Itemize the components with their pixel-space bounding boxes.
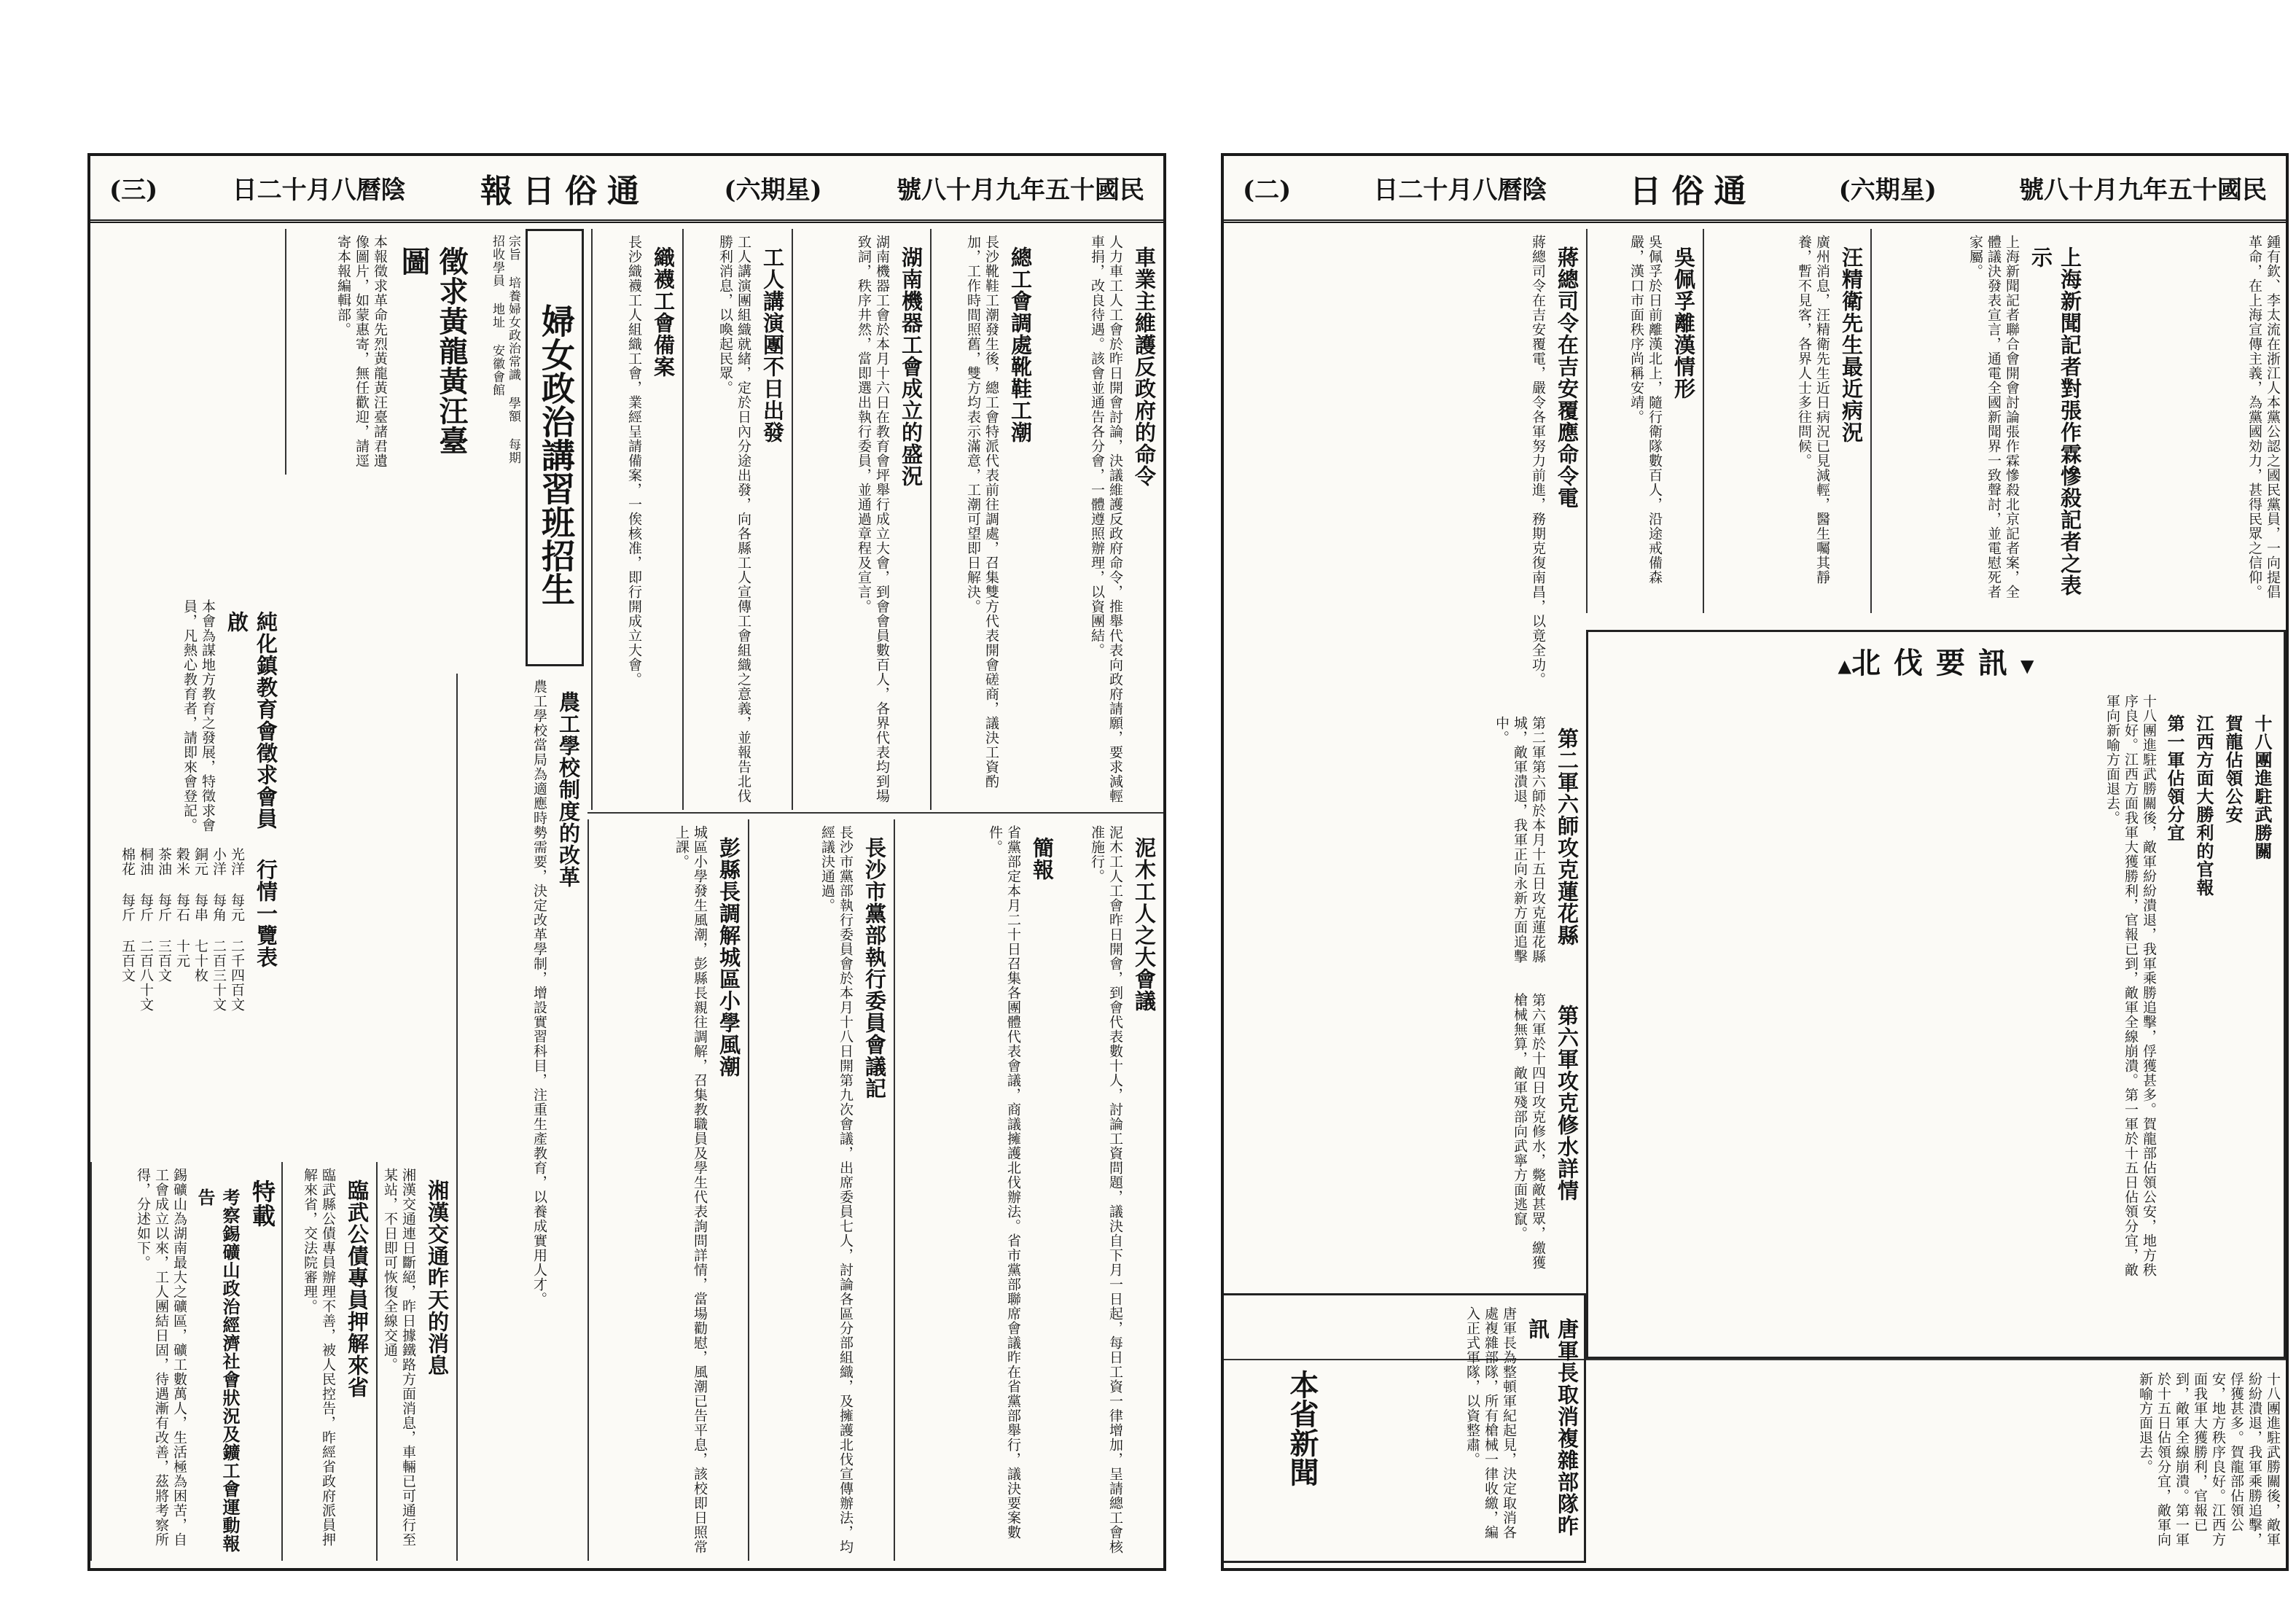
article-heading: 唐軍長取消複雜部隊昨訊	[1526, 1318, 1580, 1537]
article-heading: 農工學校制度的改革	[556, 691, 581, 888]
newspaper-page-3	[87, 153, 1166, 1571]
newspaper-title: 報日俗通	[480, 172, 649, 210]
northern-news-title	[1601, 640, 2271, 682]
article-tang-cancel	[1331, 1301, 1586, 1558]
article-car-workers	[1039, 229, 1163, 810]
article-general-union	[930, 229, 1039, 810]
market-prices	[88, 841, 285, 1131]
article-body: 湘漢交通連日斷絕，昨日據鐵路方面消息，車輛已可通行至某站，不日即可恢復全線交通。	[382, 1168, 416, 1547]
article-body: 湖南機器工會於本月十六日在教育會坪舉行成立大會，到會會員數百人，各界代表均到場致詞，秩序井然，當即選出執行委員，並通過章程及宣言。	[856, 235, 890, 803]
article-mudworkers	[1061, 819, 1163, 1561]
article-heading: 考察錫礦山政治經濟社會狀況及鑛工會運動報告	[195, 1188, 241, 1553]
article-traffic-news	[376, 1162, 456, 1561]
special-banner: 特載	[249, 1180, 276, 1228]
article-workers-troupe	[682, 229, 792, 810]
article-body: 工人講演團組織就緒，定於日內分途出發，向各縣工人宣傳工會組織之意義，並報告北伐勝利消息，以喚起民眾。	[717, 235, 751, 803]
article-wu-peifu	[1586, 229, 1703, 613]
article-body: 十八團進駐武勝關後，敵軍紛紛潰退，我軍乘勝追擊，俘獲甚多。賀龍部佔領公安，地方秩序良好。江西方面我軍大獲勝利，官報已到，敵軍全線崩潰。第一軍於十五日佔領分宜，敵軍向新喻方面退去。	[2137, 1372, 2281, 1547]
article-party-meeting	[748, 819, 894, 1561]
article-body: 蔣總司令在吉安覆電，嚴令各軍努力前進，務期克復南昌，以竟全功。	[1530, 235, 1546, 687]
article-school-dispute	[587, 819, 748, 1561]
notice-heading: 徵求黃龍黃汪臺圖	[397, 246, 469, 456]
article-heading: 車業主維護反政府的命令	[1132, 246, 1157, 487]
article-heading: 湘漢交通昨天的消息	[425, 1180, 450, 1376]
article-body: 上海新聞記者聯合會開會討論張作霖慘殺北京記者案，全體議決發表宣言，通電全國新聞界一致聲討，並電慰死者家屬。	[1967, 235, 2020, 599]
notice-heading: 純化鎮教育會徵求會員啟	[224, 611, 278, 830]
article-body: 吳佩孚於日前離漢北上，隨行衛隊數百人，沿途戒備森嚴，漢口市面秩序尚稱安靖。	[1628, 235, 1663, 585]
article-weaving-union	[591, 229, 682, 810]
article-sixth-division	[1222, 710, 1586, 970]
article-heading: 汪精衛先生最近病況	[1839, 246, 1864, 443]
divider	[587, 812, 1163, 814]
article-heading: 第六軍攻克修水詳情	[1555, 1005, 1580, 1201]
triangle-up-icon: ▲	[1838, 655, 1851, 677]
article-briefs	[894, 819, 1061, 1561]
news-body: 十八團進駐武勝關後，敵軍紛紛潰退，我軍乘勝追擊，俘獲甚多。賀龍部佔領公安，地方秩序良好。江西方面我軍大獲勝利，官報已到，敵軍全線崩潰。第一軍於十五日佔領分宜，敵軍向新喻方面退去。	[2104, 694, 2157, 1277]
article-wang-illness	[1703, 229, 1870, 613]
article-body: 城區小學發生風潮，彭縣長親往調解，召集教職員及學生代表詢問詳情，當場勸慰，風潮已告平息，該校即日照常上課。	[673, 825, 708, 1554]
special-report	[90, 1162, 281, 1561]
article-heading: 吳佩孚離漢情形	[1671, 246, 1696, 399]
newspaper-title: 日俗通	[1629, 172, 1757, 210]
news-item-4: 第一軍佔領分宜	[2164, 714, 2185, 842]
article-body: 農工學校當局為適應時勢需要，決定改革學制，增設實習科目，注重生產教育，以養成實用人才。	[531, 679, 547, 1306]
article-machinery-union	[792, 229, 930, 810]
article-body: 人力車工人工會於昨日開會討論，決議維護反政府命令，推舉代表向政府請願，要求減輕車捐，改良待遇。該會並通告各分會，一體遵照辦理，以資團結。	[1089, 235, 1123, 803]
article-heading: 總工會調處靴鞋工潮	[1008, 246, 1033, 443]
womens-school-sub	[475, 229, 526, 475]
page-number: (二)	[1243, 176, 1292, 205]
local-news-banner	[1265, 1308, 1324, 1548]
news-item-3: 江西方面大勝利的官報	[2193, 714, 2214, 897]
article-body: 泥木工人工會昨日開會，到會代表數十人，討論工資問題，議決自下月一日起，每日工資一律增加，呈請總工會核准施行。	[1089, 825, 1123, 1554]
notice-body: 本報徵求革命先烈黃龍黃汪臺諸君遺像圖片，如蒙惠寄，無任歡迎，請逕寄本報編輯部。	[335, 235, 388, 468]
filler-column	[1586, 1366, 2286, 1561]
article-shanghai-press	[1870, 229, 2089, 613]
masthead-page-2	[1224, 156, 2286, 223]
lunar-date: 日二十月八曆陰	[1373, 176, 1547, 205]
article-body: 長沙市黨部執行委員會於本月十八日開第九次會議，出席委員七人，討論各區分部組織，及擁護北伐宣傳辦法，均經議決通過。	[819, 825, 854, 1554]
news-item-2: 賀龍佔領公安	[2222, 714, 2244, 824]
womens-school-banner: 婦女政治講習班招生	[526, 229, 584, 666]
triangle-down-icon: ▼	[2020, 655, 2034, 677]
table-rows: 光洋 每元 二千四百文 小洋 每角 二百三十文 銅元 每串 七十枚 穀米 每石 十元 茶油 每斤 三百文 桐油 每斤 二百八十文 棉花 每斤 五百文	[120, 847, 245, 1012]
article-body: 第六軍於十四日攻克修水，斃敵甚眾，繳獲槍械無算，敵軍殘部向武寧方面逃竄。	[1512, 993, 1546, 1270]
article-body: 臨武縣公債專員辦理不善，被人民控告，昨經省政府派員押解來省，交法院審理。	[302, 1168, 336, 1547]
article-agri-school	[456, 674, 587, 1561]
article-heading: 泥木工人之大會議	[1132, 837, 1157, 1012]
article-body: 廣州消息，汪精衛先生近日病況已見減輕，醫生囑其靜養，暫不見客，各界人士多往問候。	[1796, 235, 1830, 585]
lunar-date: 日二十月八曆陰	[232, 176, 406, 205]
article-body: 錫礦山為湖南最大之礦區，礦工數萬人，生活極為困苦，自工會成立以來，工人團結日固，待遇漸有改善，茲將考察所得，分述如下。	[135, 1168, 187, 1547]
article-body: 唐軍長為整頓軍紀起見，決定取消各處複雜部隊，所有槍械一律收繳，編入正式軍隊，以資整肅。	[1464, 1306, 1517, 1540]
newspaper-page-2	[1221, 153, 2289, 1571]
article-linwu-bonds	[281, 1162, 376, 1561]
weekday: (六期星)	[1838, 176, 1937, 205]
article-heading: 湖南機器工會成立的盛況	[899, 246, 924, 487]
masthead-page-3	[90, 156, 1163, 223]
news-item-1: 十八團進駐武勝關	[2252, 714, 2273, 860]
article-heading: 織襪工會備案	[651, 246, 676, 378]
article-heading: 第二軍六師攻克蓮花縣	[1555, 728, 1580, 946]
weekday: (六期星)	[724, 176, 822, 205]
article-heading: 蔣總司令在吉安覆應命令電	[1555, 246, 1580, 509]
notice-purity-society	[88, 593, 285, 839]
notice-seeking-writers	[285, 229, 475, 475]
article-subheading: 宗旨 培養婦女政治常識 學額 每期招收學員 地址 安徽會館	[490, 235, 520, 464]
article-opening-column	[2089, 229, 2286, 613]
article-heading: 工人講演團不日出發	[760, 246, 785, 443]
table-heading: 行情一覽表	[254, 859, 278, 968]
article-sixth-army	[1222, 987, 1586, 1276]
article-body: 鍾有欽、李太流在浙江人本黨公認之國民黨員，一向提倡革命，在上海宣傳主義，為黨國効力，甚得民眾之信仰。	[2246, 235, 2281, 599]
article-body: 長沙靴鞋工潮發生後，總工會特派代表前往調處，召集雙方代表開會磋商，議決工資酌加，工作時間照舊，雙方均表示滿意，工潮可望即日解決。	[965, 235, 999, 789]
article-body: 長沙織襪工人組織工會，業經呈請備案，一俟核准，即行開成立大會。	[626, 235, 642, 687]
issue-date: 號八十月九年五十國民	[2019, 176, 2267, 205]
page-number: (三)	[109, 176, 158, 205]
article-heading: 長沙市黨部執行委員會議記	[862, 837, 887, 1099]
northern-news-body	[1593, 688, 2279, 1286]
issue-date: 號八十月九年五十國民	[897, 176, 1144, 205]
article-body: 第二軍第六師於本月十五日攻克蓮花縣城，敵軍潰退，我軍正向永新方面追擊中。	[1493, 716, 1546, 964]
article-jiang-order	[1222, 229, 1586, 693]
article-heading: 簡報	[1030, 837, 1055, 881]
article-heading: 上海新聞記者對張作霖慘殺記者之表示	[2028, 246, 2082, 596]
article-heading: 彭縣長調解城區小學風潮	[716, 837, 741, 1077]
article-body: 省黨部定本月二十日召集各團體代表會議，商議擁護北伐辦法。省市黨部聯席會議昨在省黨部舉行，議決要案數件。	[987, 825, 1021, 1540]
section-heading: 本省新聞	[1285, 1370, 1319, 1486]
notice-body: 本會為謀地方教育之發展，特徵求會員，凡熱心教育者，請即來會登記。	[181, 599, 216, 833]
article-heading: 臨武公債專員押解來省	[345, 1180, 370, 1398]
section-heading: 北伐要訊	[1851, 646, 2020, 680]
